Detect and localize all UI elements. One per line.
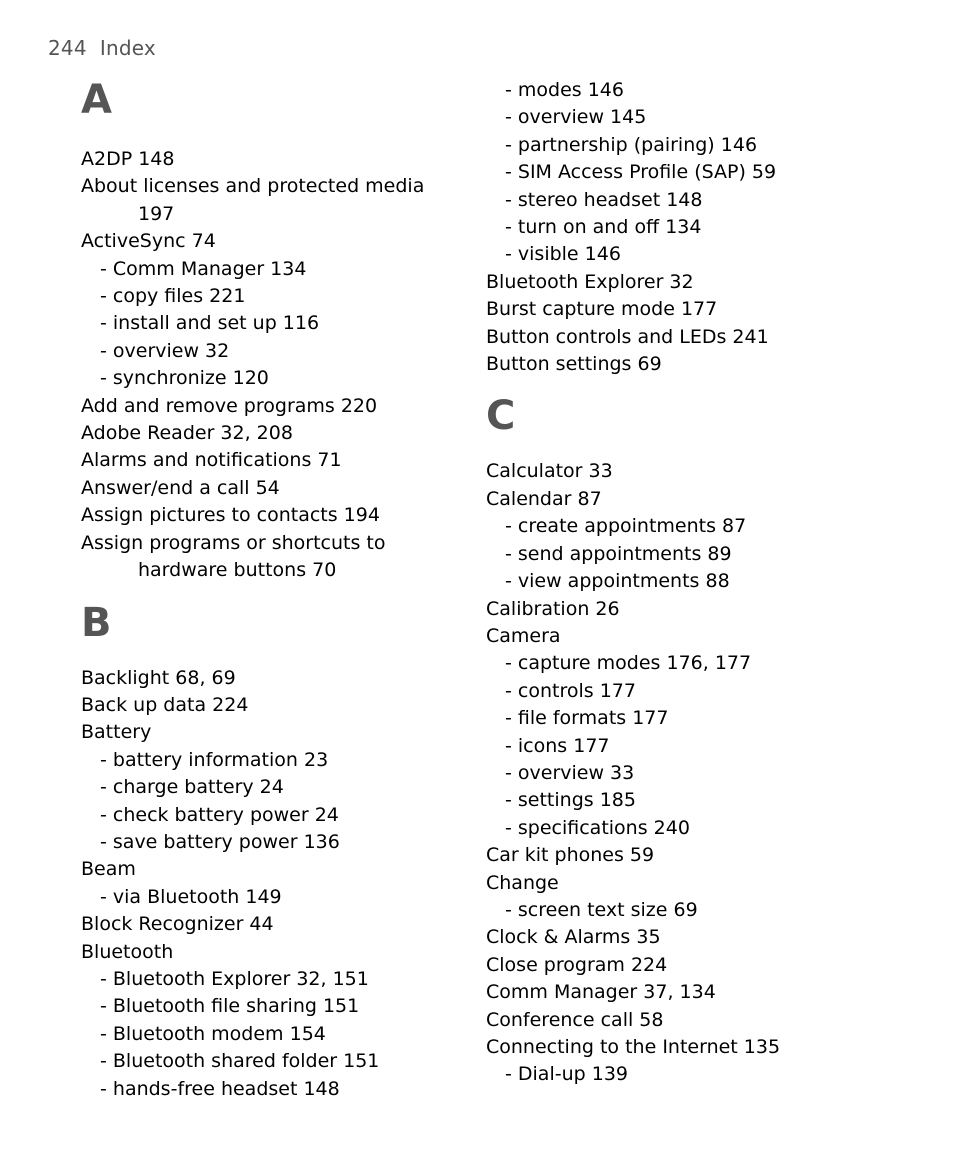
- index-subentry: - Bluetooth shared folder 151: [100, 1050, 380, 1073]
- index-subentry: - Bluetooth Explorer 32, 151: [100, 967, 369, 990]
- index-subentry: - SIM Access Profile (SAP) 59: [505, 161, 777, 184]
- index-entry: Car kit phones 59: [486, 844, 655, 867]
- index-subentry: - overview 32: [100, 339, 230, 362]
- index-entry: About licenses and protected media: [81, 175, 425, 198]
- index-entry: Calibration 26: [486, 597, 620, 620]
- index-subentry: - file formats 177: [505, 707, 669, 730]
- index-subentry: - copy files 221: [100, 285, 246, 308]
- index-subentry: - settings 185: [505, 789, 636, 812]
- index-entry: Camera: [486, 624, 561, 647]
- index-subentry: - hands-free headset 148: [100, 1077, 340, 1100]
- index-entry: Clock & Alarms 35: [486, 926, 661, 949]
- index-letter-heading: C: [486, 393, 516, 440]
- index-entry: Alarms and notifications 71: [81, 449, 342, 472]
- index-subentry: - create appointments 87: [505, 515, 747, 538]
- index-subentry: - charge battery 24: [100, 776, 284, 799]
- index-column-left: [81, 74, 471, 1103]
- index-entry-continuation: 197: [138, 202, 175, 225]
- index-subentry: - partnership (pairing) 146: [505, 133, 758, 156]
- index-column-right: [486, 77, 926, 1089]
- index-entry: Assign pictures to contacts 194: [81, 504, 380, 527]
- index-entry: Block Recognizer 44: [81, 913, 274, 936]
- index-entry: Add and remove programs 220: [81, 394, 378, 417]
- index-entry: Bluetooth Explorer 32: [486, 270, 694, 293]
- index-letter-heading: B: [81, 599, 112, 646]
- index-subentry: - overview 33: [505, 761, 635, 784]
- index-subentry: - visible 146: [505, 243, 621, 266]
- index-entry: Close program 224: [486, 953, 668, 976]
- index-entry: Backlight 68, 69: [81, 666, 236, 689]
- index-subentry: - Comm Manager 134: [100, 257, 307, 280]
- index-entry: A2DP 148: [81, 148, 175, 170]
- index-entry: Conference call 58: [486, 1008, 664, 1031]
- index-subentry: - install and set up 116: [100, 312, 320, 335]
- index-entry: Calendar 87: [486, 487, 602, 510]
- index-entry: Connecting to the Internet 135: [486, 1036, 781, 1058]
- index-subentry: - save battery power 136: [100, 830, 340, 853]
- index-entry: Battery: [81, 721, 152, 744]
- index-subentry: - overview 145: [505, 106, 647, 129]
- index-entry: Change: [486, 871, 559, 894]
- index-subentry: - send appointments 89: [505, 542, 732, 565]
- section-title: Index: [99, 36, 156, 60]
- index-subentry: - screen text size 69: [505, 898, 698, 921]
- index-subentry: - icons 177: [505, 734, 610, 757]
- index-entry-continuation: hardware buttons 70: [138, 559, 337, 582]
- index-entry: Answer/end a call 54: [81, 476, 280, 499]
- index-entry: Beam: [81, 858, 136, 881]
- index-subentry: - specifications 240: [505, 816, 690, 839]
- index-subentry: - check battery power 24: [100, 803, 339, 826]
- index-subentry: - Bluetooth file sharing 151: [100, 995, 360, 1018]
- index-subentry: - stereo headset 148: [505, 188, 703, 211]
- index-entry: Button settings 69: [486, 353, 662, 376]
- index-subentry: - capture modes 176, 177: [505, 652, 752, 675]
- index-entry: Comm Manager 37, 134: [486, 981, 716, 1004]
- index-entry: Button controls and LEDs 241: [486, 325, 769, 348]
- index-subentry: - modes 146: [505, 79, 624, 101]
- index-letter-heading: A: [81, 77, 112, 123]
- index-subentry: - controls 177: [505, 679, 636, 702]
- index-subentry: - Bluetooth modem 154: [100, 1022, 326, 1045]
- index-subentry: - via Bluetooth 149: [100, 885, 282, 908]
- index-entry: Calculator 33: [486, 460, 613, 483]
- index-entry: Adobe Reader 32, 208: [81, 422, 293, 445]
- index-subentry: - Dial-up 139: [505, 1063, 628, 1086]
- index-subentry: - turn on and off 134: [505, 216, 702, 239]
- index-entry: Bluetooth: [81, 940, 174, 963]
- index-subentry: - view appointments 88: [505, 570, 730, 593]
- index-entry: Back up data 224: [81, 693, 249, 716]
- index-subentry: - battery information 23: [100, 748, 329, 771]
- page-number: 244: [48, 36, 87, 60]
- page-header: [48, 36, 156, 60]
- index-entry: Assign programs or shortcuts to: [81, 531, 386, 554]
- index-entry: Burst capture mode 177: [486, 298, 718, 321]
- index-subentry: - synchronize 120: [100, 367, 269, 390]
- index-entry: ActiveSync 74: [81, 230, 216, 253]
